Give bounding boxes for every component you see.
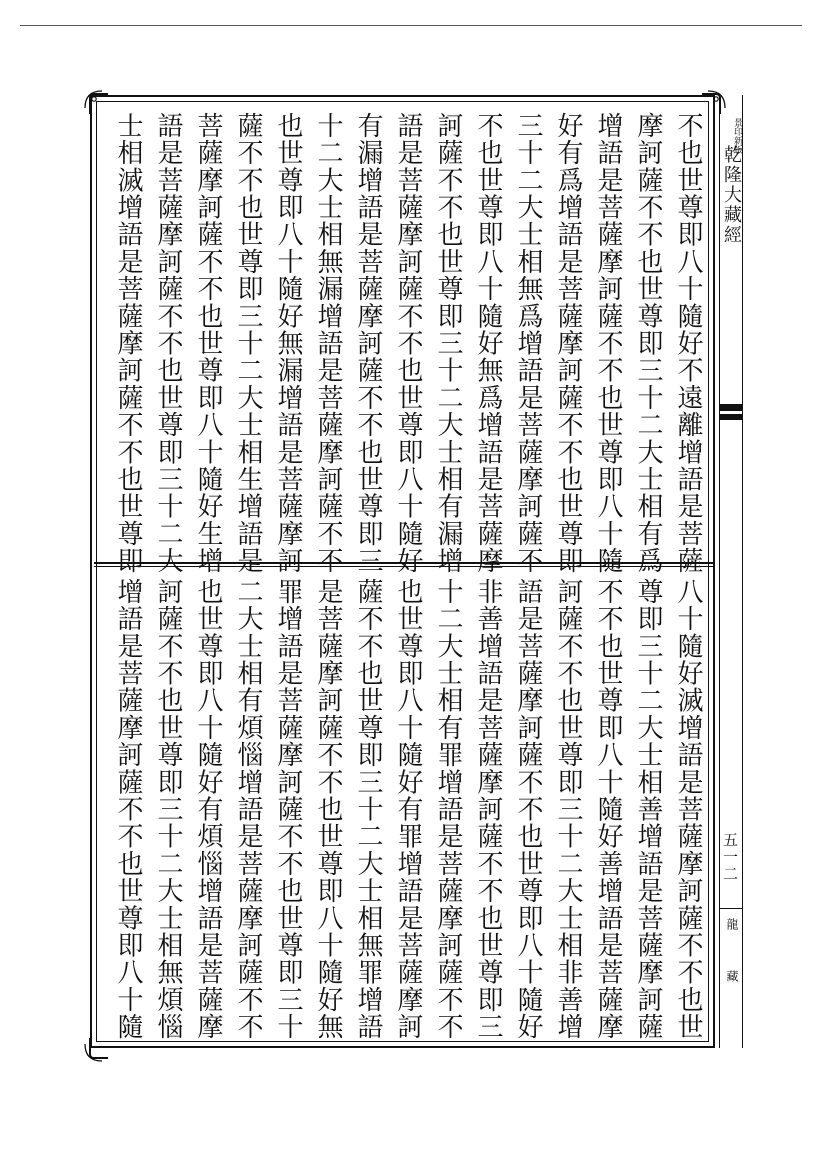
text-column: 摩訶薩不不也世尊即三十二大士相有爲 [633, 112, 663, 575]
text-column: 語是菩薩摩訶薩不不也世尊即八十隨好 [513, 578, 543, 1041]
text-column: 罪增語是菩薩摩訶薩不不也世尊即三十 [273, 578, 303, 1041]
text-column: 薩不不也世尊即三十二大士相無罪增語 [353, 578, 383, 1041]
text-column: 增語是菩薩摩訶薩不不也世尊即八十隨 [113, 578, 143, 1041]
text-column: 也世尊即八十隨好有煩惱增語是菩薩摩 [193, 578, 223, 1041]
text-column: 十二大士相無漏增語是菩薩摩訶薩不不 [313, 112, 343, 575]
text-column: 菩薩摩訶薩不不也世尊即八十隨好生增 [193, 112, 223, 575]
text-column: 是菩薩摩訶薩不不也世尊即八十隨好無 [313, 578, 343, 1041]
text-column: 也世尊即八十隨好有罪增語是菩薩摩訶 [393, 578, 423, 1041]
corner-ornament-icon [82, 88, 110, 116]
text-column: 不不也世尊即八十隨好善增語是菩薩摩 [593, 578, 623, 1041]
text-column: 訶薩不不也世尊即三十二大士相非善增 [553, 578, 583, 1041]
text-column: 薩不不也世尊即三十二大士相生增語是 [233, 112, 263, 575]
text-column: 不也世尊即八十隨好不遠離增語是菩薩 [673, 112, 703, 575]
bottom-text-panel [108, 578, 708, 1041]
text-column: 語是菩薩摩訶薩不不也世尊即八十隨好 [393, 112, 423, 575]
text-column: 好有爲增語是菩薩摩訶薩不不也世尊即 [553, 112, 583, 575]
text-column: 三十二大士相無爲增語是菩薩摩訶薩不 [513, 112, 543, 575]
text-column: 也世尊即八十隨好無漏增語是菩薩摩訶 [273, 112, 303, 575]
text-column: 有漏增語是菩薩摩訶薩不不也世尊即三 [353, 112, 383, 575]
text-column: 尊即三十二大士相善增語是菩薩摩訶薩 [633, 578, 663, 1041]
top-text-panel [108, 112, 708, 575]
text-column: 不也世尊即八十隨好無爲增語是菩薩摩 [473, 112, 503, 575]
text-column: 二大士相有煩惱增語是菩薩摩訶薩不不 [233, 578, 263, 1041]
margin-rule-right [742, 95, 743, 1048]
fish-tail-mark-icon [719, 404, 743, 422]
series-title: 乾隆大藏經 [721, 145, 742, 245]
text-column: 士相滅增語是菩薩摩訶薩不不也世尊即 [113, 112, 143, 575]
text-column: 語是菩薩摩訶薩不不也世尊即三十二大 [153, 112, 183, 575]
text-column: 非善增語是菩薩摩訶薩不不也世尊即三 [473, 578, 503, 1041]
page-number: 五一二 [721, 832, 739, 883]
series-edition-label: 景印新版 [732, 118, 742, 154]
corner-ornament-icon [82, 1036, 110, 1064]
text-column: 訶薩不不也世尊即三十二大士相有漏增 [433, 112, 463, 575]
text-column: 十二大士相有罪增語是菩薩摩訶薩不不 [433, 578, 463, 1041]
text-column: 訶薩不不也世尊即三十二大士相無煩惱 [153, 578, 183, 1041]
text-column: 八十隨好滅增語是菩薩摩訶薩不不也世 [673, 578, 703, 1041]
text-column: 增語是菩薩摩訶薩不不也世尊即八十隨 [593, 112, 623, 575]
volume-mark: 龍 藏 [725, 918, 739, 1000]
page-top-rule [20, 25, 802, 26]
